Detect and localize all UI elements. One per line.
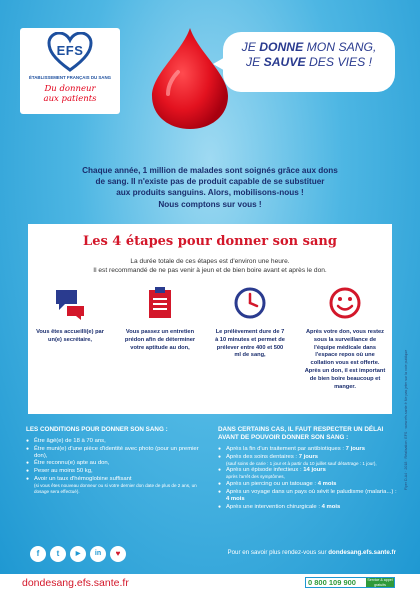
delay-note: après l'arrêt des symptômes,	[226, 474, 285, 480]
step-3-text: Le prélèvement dure de 7 à 10 minutes et permet de prélever entre 400 et 500 ml de sang,	[215, 329, 285, 359]
conditions-title: LES CONDITIONS POUR DONNER SON SANG :	[26, 426, 168, 433]
list-item: ● Après un piercing ou un tatouage : 4 mois	[218, 481, 400, 488]
phone-number-box[interactable]	[305, 577, 395, 588]
bubble-line2: JE SAUVE DES VIES !	[246, 55, 372, 69]
welcome-chat-icon	[53, 286, 87, 320]
side-legal-note: Flyer D-A4 · 2018 · Réalisation: EFS · www.efs.sante.fr Ne pas jeter sur la voie publique	[404, 349, 408, 490]
list-item: ● Être muni(e) d'une pièce d'identité avec photo (pour un premier don),	[26, 446, 208, 460]
delay-note: (sauf soins de carie : 1 jour et à partir du 10 juillet sauf détartrage : 1 jour),	[226, 460, 377, 466]
speech-bubble-text	[223, 40, 395, 70]
questionnaire-clipboard-icon	[143, 286, 177, 320]
free-call-badge: Service & appel gratuits	[367, 578, 393, 587]
steps-subtitle-line2: Il est recommandé de ne pas venir à jeun et de bien boire avant et après le don.	[93, 267, 327, 274]
conditions-block	[26, 426, 208, 496]
youtube-icon[interactable]: ▶	[70, 546, 86, 562]
list-item: ● Après la fin d'un traitement par antibiotiques : 7 jours	[218, 446, 400, 453]
list-item: ● Peser au moins 50 kg,	[26, 468, 208, 475]
step-2	[124, 286, 196, 352]
delays-title: DANS CERTAINS CAS, IL FAUT RESPECTER UN DÉLAI AVANT DE POUVOIR DONNER SON SANG :	[218, 426, 384, 441]
intro-line1: Chaque année, 1 million de malades sont soignés grâce aux dons	[82, 166, 338, 175]
step-4-text: Après votre don, vous restez sous la surveillance de l'équipe médicale dans l'espace repos où une collation vous est offerte. Après un don, il est important de bien boire beaucoup et manger.	[304, 329, 386, 390]
step-4	[304, 286, 386, 391]
intro-line2: de sang. Il n'existe pas de produit capable de se substituer	[95, 177, 325, 187]
phone-number: 0 800 109 900	[308, 578, 356, 587]
step-1	[34, 286, 106, 345]
twitter-icon[interactable]: t	[50, 546, 66, 562]
intro-line4: Nous comptons sur vous !	[158, 199, 262, 209]
efs-logo[interactable]	[20, 28, 120, 114]
more-info-text: Pour en savoir plus rendez-vous sur dondesang.efs.sante.fr	[227, 549, 396, 556]
facebook-icon[interactable]: f	[30, 546, 46, 562]
logo-full-name: ÉTABLISSEMENT FRANÇAIS DU SANG	[28, 75, 112, 80]
list-item: ● Être âgé(e) de 18 à 70 ans,	[26, 438, 208, 445]
list-item: ● Être reconnu(e) apte au don,	[26, 460, 208, 467]
steps-subtitle	[34, 257, 386, 275]
delays-list	[218, 446, 400, 511]
steps-subtitle-line1: La durée totale de ces étapes est d'environ une heure.	[130, 258, 290, 265]
steps-title: Les 4 étapes pour donner son sang	[83, 234, 337, 249]
intro-line3: aux produits sanguins. Alors, mobilisons-nous !	[116, 188, 304, 198]
conditions-list	[26, 438, 208, 495]
step-3	[214, 286, 286, 360]
smiley-icon	[328, 286, 362, 320]
bubble-line1: JE DONNE MON SANG,	[241, 40, 377, 54]
footer-website-link[interactable]: dondesang.efs.sante.fr	[22, 577, 129, 589]
intro-text	[40, 165, 380, 210]
list-item: ● Après un voyage dans un pays où sévit le paludisme (malaria...) : 4 mois	[218, 489, 400, 503]
list-item: ● Après des soins dentaires : 7 jours (sauf soins de carie : 1 jour et à partir du 10 juillet sauf détartrage : 1 jour),	[218, 454, 400, 467]
step-2-text: Vous passez un entretien prédon afin de déterminer votre aptitude au don,	[124, 329, 196, 351]
linkedin-icon[interactable]: in	[90, 546, 106, 562]
steps-card	[28, 224, 392, 414]
logo-slogan-line1: Du donneur	[44, 84, 96, 94]
clock-icon	[233, 286, 267, 320]
delays-block	[218, 426, 400, 511]
more-info-link[interactable]: dondesang.efs.sante.fr	[328, 549, 396, 556]
app-icon[interactable]: ♥	[110, 546, 126, 562]
step-1-text: Vous êtes accueilli(e) par un(e) secrétaire,	[36, 329, 104, 343]
conditions-note: (si vous êtes nouveau donneur ou si votre dernier don date de plus de 2 ans, un dosage sera effectué).	[34, 482, 197, 494]
logo-acronym: EFS	[56, 43, 84, 58]
list-item: ● Après un épisode infectieux : 14 jours après l'arrêt des symptômes,	[218, 467, 400, 480]
logo-slogan-line2: aux patients	[43, 94, 97, 104]
logo-slogan	[22, 84, 118, 104]
list-item: ● Avoir un taux d'hémoglobine suffisant (si vous êtes nouveau donneur ou si votre dernier don date de plus de 2 ans, un dosage sera effectué).	[26, 476, 208, 495]
blood-drop-icon	[150, 28, 230, 130]
list-item: ● Après une intervention chirurgicale : 4 mois	[218, 504, 400, 511]
